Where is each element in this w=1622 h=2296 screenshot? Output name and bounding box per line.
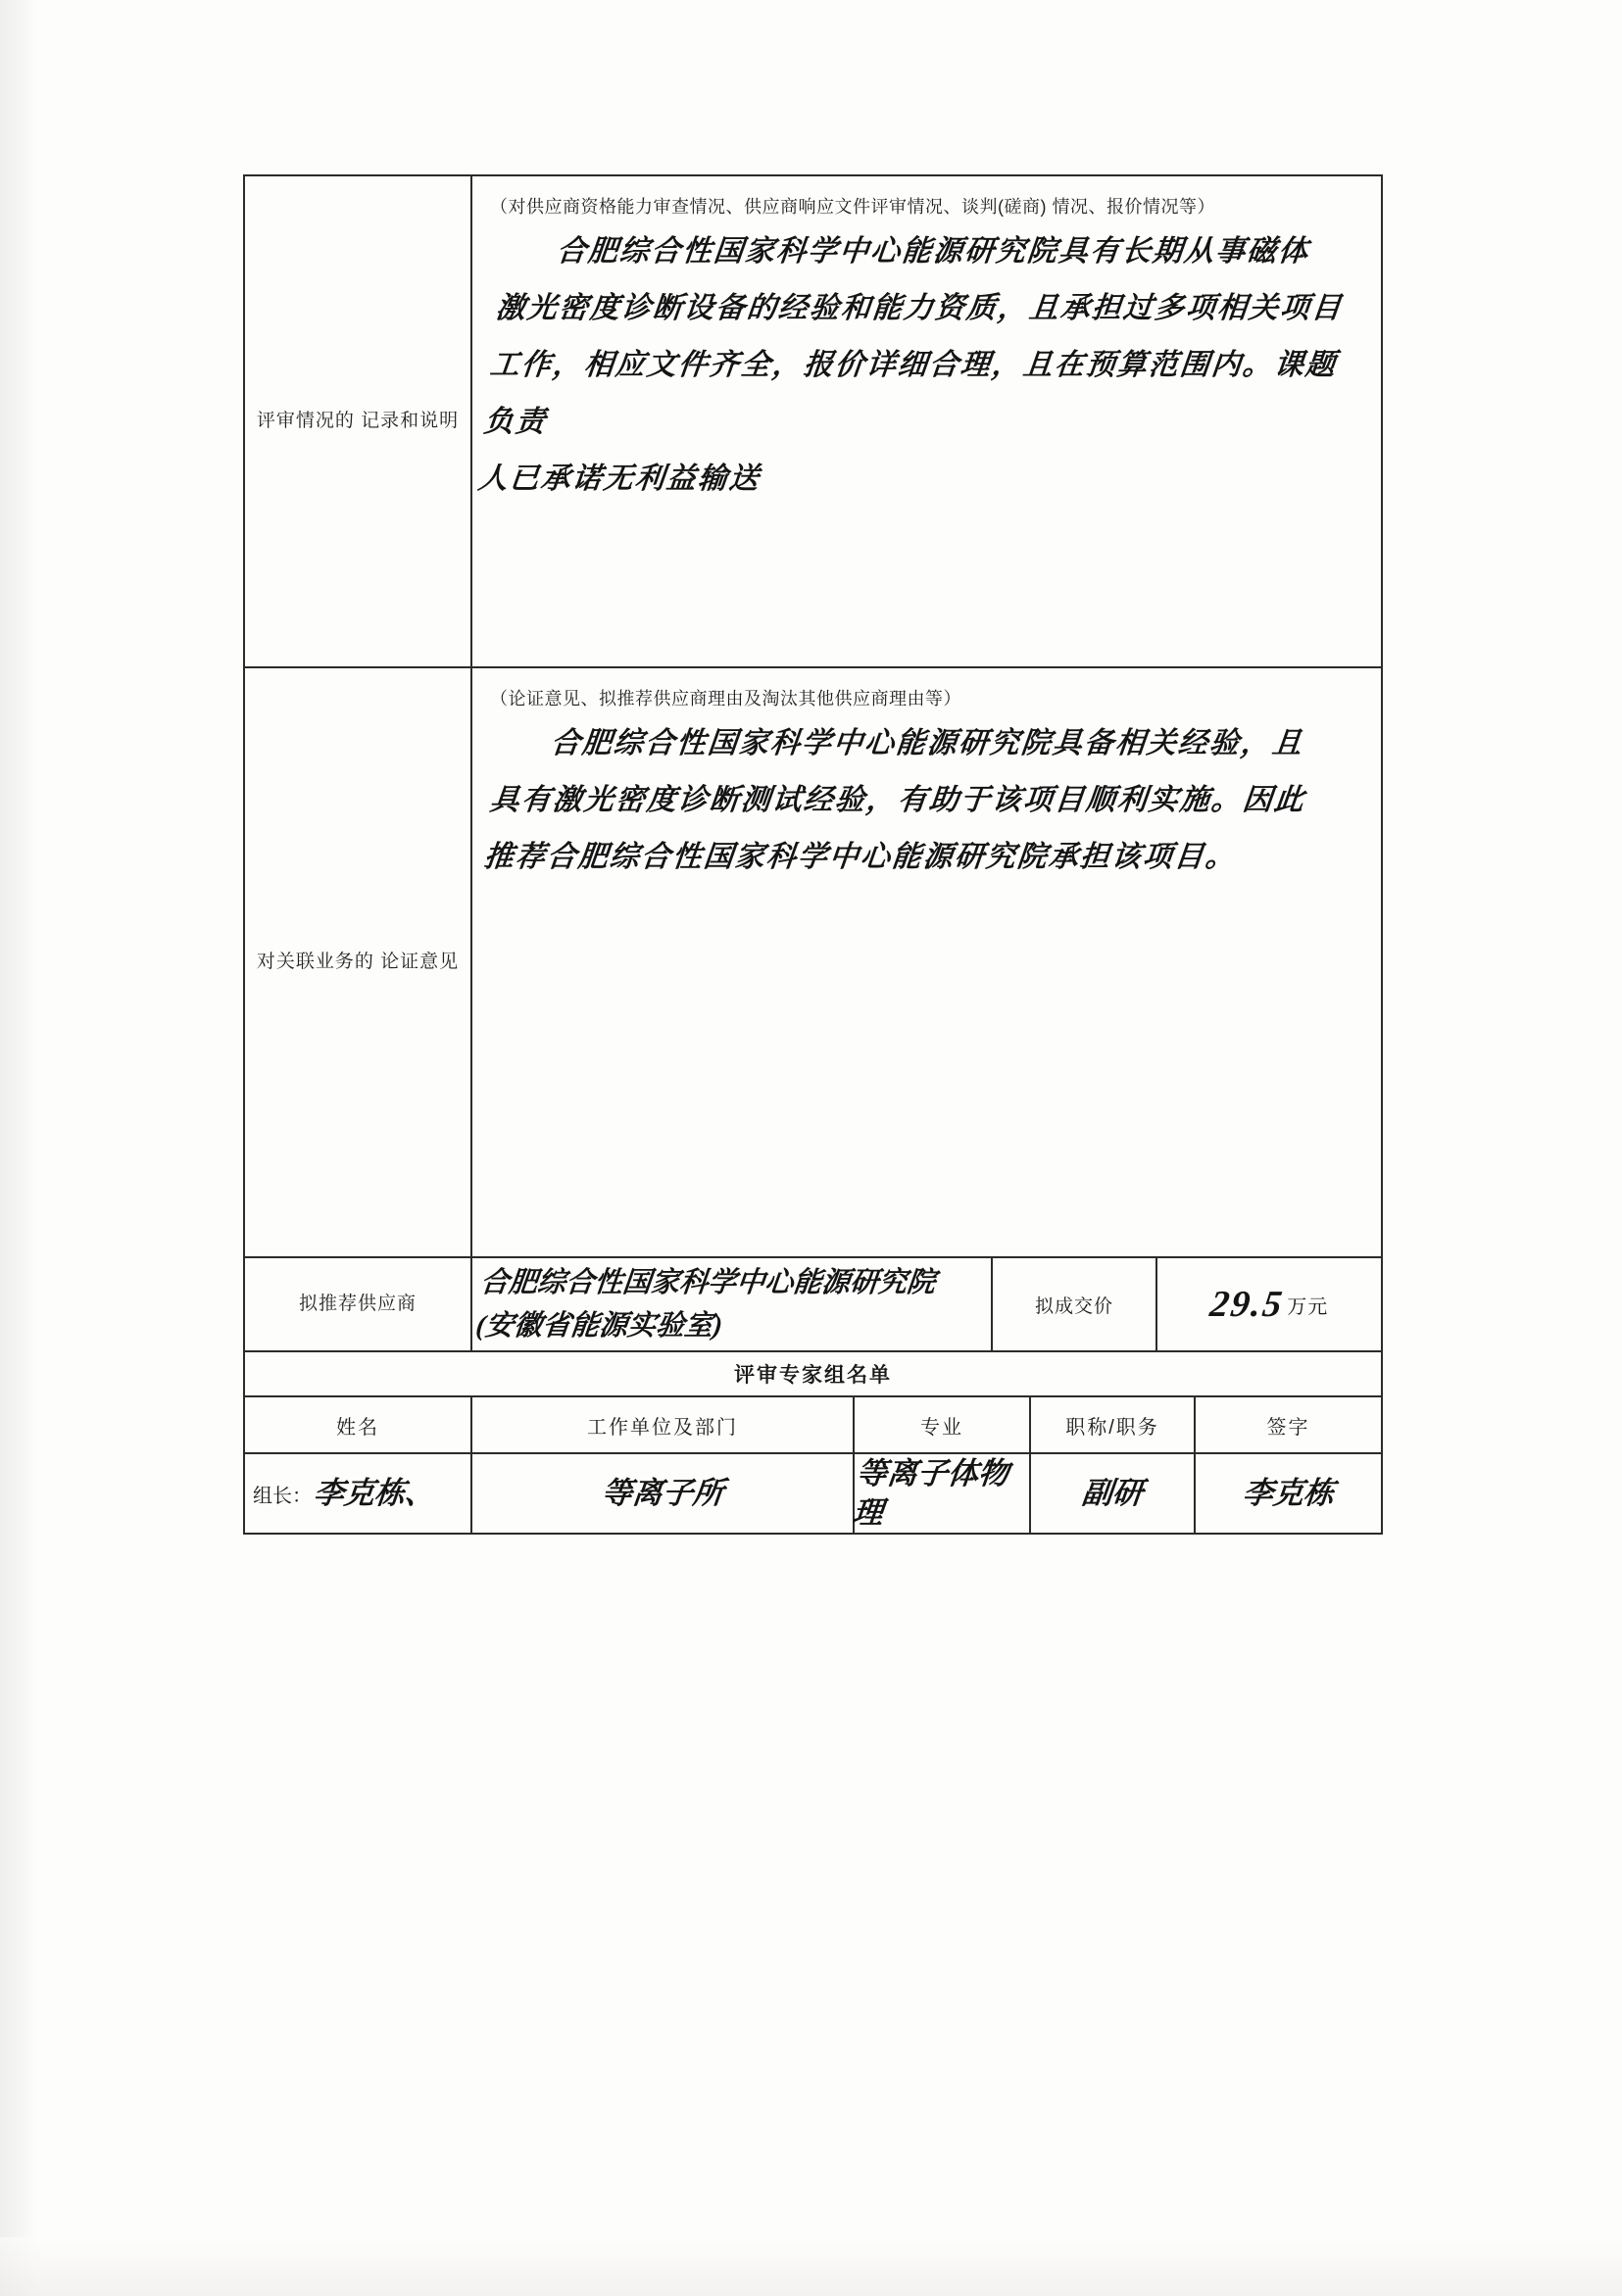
price-label: 拟成交价 <box>993 1258 1157 1350</box>
recommended-supplier-value <box>472 1258 993 1350</box>
column-header-name: 姓名 <box>245 1397 472 1452</box>
table-row <box>245 1454 1381 1533</box>
argument-opinion-hint: （论证意见、拟推荐供应商理由及淘汰其他供应商理由等） <box>490 689 961 708</box>
expert-leader-prefix: 组长： <box>253 1485 312 1507</box>
scan-edge-bottom <box>0 2237 1622 2296</box>
expert-name: 李克栋、 <box>312 1476 437 1510</box>
expert-title: 副研 <box>1080 1476 1145 1510</box>
scan-edge-left <box>0 0 39 2296</box>
argument-opinion-content <box>472 668 1381 1256</box>
price-unit: 万元 <box>1287 1295 1329 1318</box>
column-header-unit: 工作单位及部门 <box>472 1397 855 1452</box>
recommended-supplier-handwriting: 合肥综合性国家科学中心能源研究院 (安徽省能源实验室) <box>474 1267 938 1342</box>
argument-opinion-label: 对关联业务的 论证意见 <box>245 668 472 1256</box>
column-header-major: 专业 <box>855 1397 1031 1452</box>
expert-title-cell <box>1031 1454 1196 1533</box>
experts-table-header <box>245 1397 1381 1454</box>
expert-unit: 等离子所 <box>600 1476 725 1510</box>
price-value-cell <box>1157 1258 1381 1350</box>
expert-unit-cell <box>472 1454 855 1533</box>
review-record-handwriting: 合肥综合性国家科学中心能源研究院具有长期从事磁体 激光密度诊断设备的经验和能力资质，且承担过多项相关项目 工作，相应文件齐全，报价详细合理，且在预算范围内。课题负责 人已承诺无利益输送 <box>476 235 1345 495</box>
price-amount: 29.5 <box>1206 1284 1287 1325</box>
review-record-content <box>472 176 1381 666</box>
recommended-supplier-label: 拟推荐供应商 <box>245 1258 472 1350</box>
expert-name-cell <box>245 1454 472 1533</box>
expert-signature-cell <box>1196 1454 1381 1533</box>
expert-major-cell <box>851 1454 1031 1533</box>
review-record-row <box>245 176 1381 668</box>
evaluation-form-table <box>243 174 1383 1535</box>
argument-opinion-handwriting: 合肥综合性国家科学中心能源研究院具备相关经验，且 具有激光密度诊断测试经验，有助于该项目顺利实施。因此 推荐合肥综合性国家科学中心能源研究院承担该项目。 <box>482 727 1307 873</box>
experts-section-title: 评审专家组名单 <box>245 1352 1381 1397</box>
recommended-supplier-row <box>245 1258 1381 1352</box>
expert-signature: 李克栋 <box>1241 1476 1336 1510</box>
column-header-signature: 签字 <box>1266 1416 1310 1439</box>
column-header-title: 职称/职务 <box>1031 1397 1196 1452</box>
argument-opinion-row <box>245 668 1381 1258</box>
review-record-label: 评审情况的 记录和说明 <box>245 176 472 666</box>
expert-major: 等离子体物理 <box>851 1456 1010 1530</box>
review-record-hint: （对供应商资格能力审查情况、供应商响应文件评审情况、谈判(磋商) 情况、报价情况等） <box>490 197 1215 217</box>
